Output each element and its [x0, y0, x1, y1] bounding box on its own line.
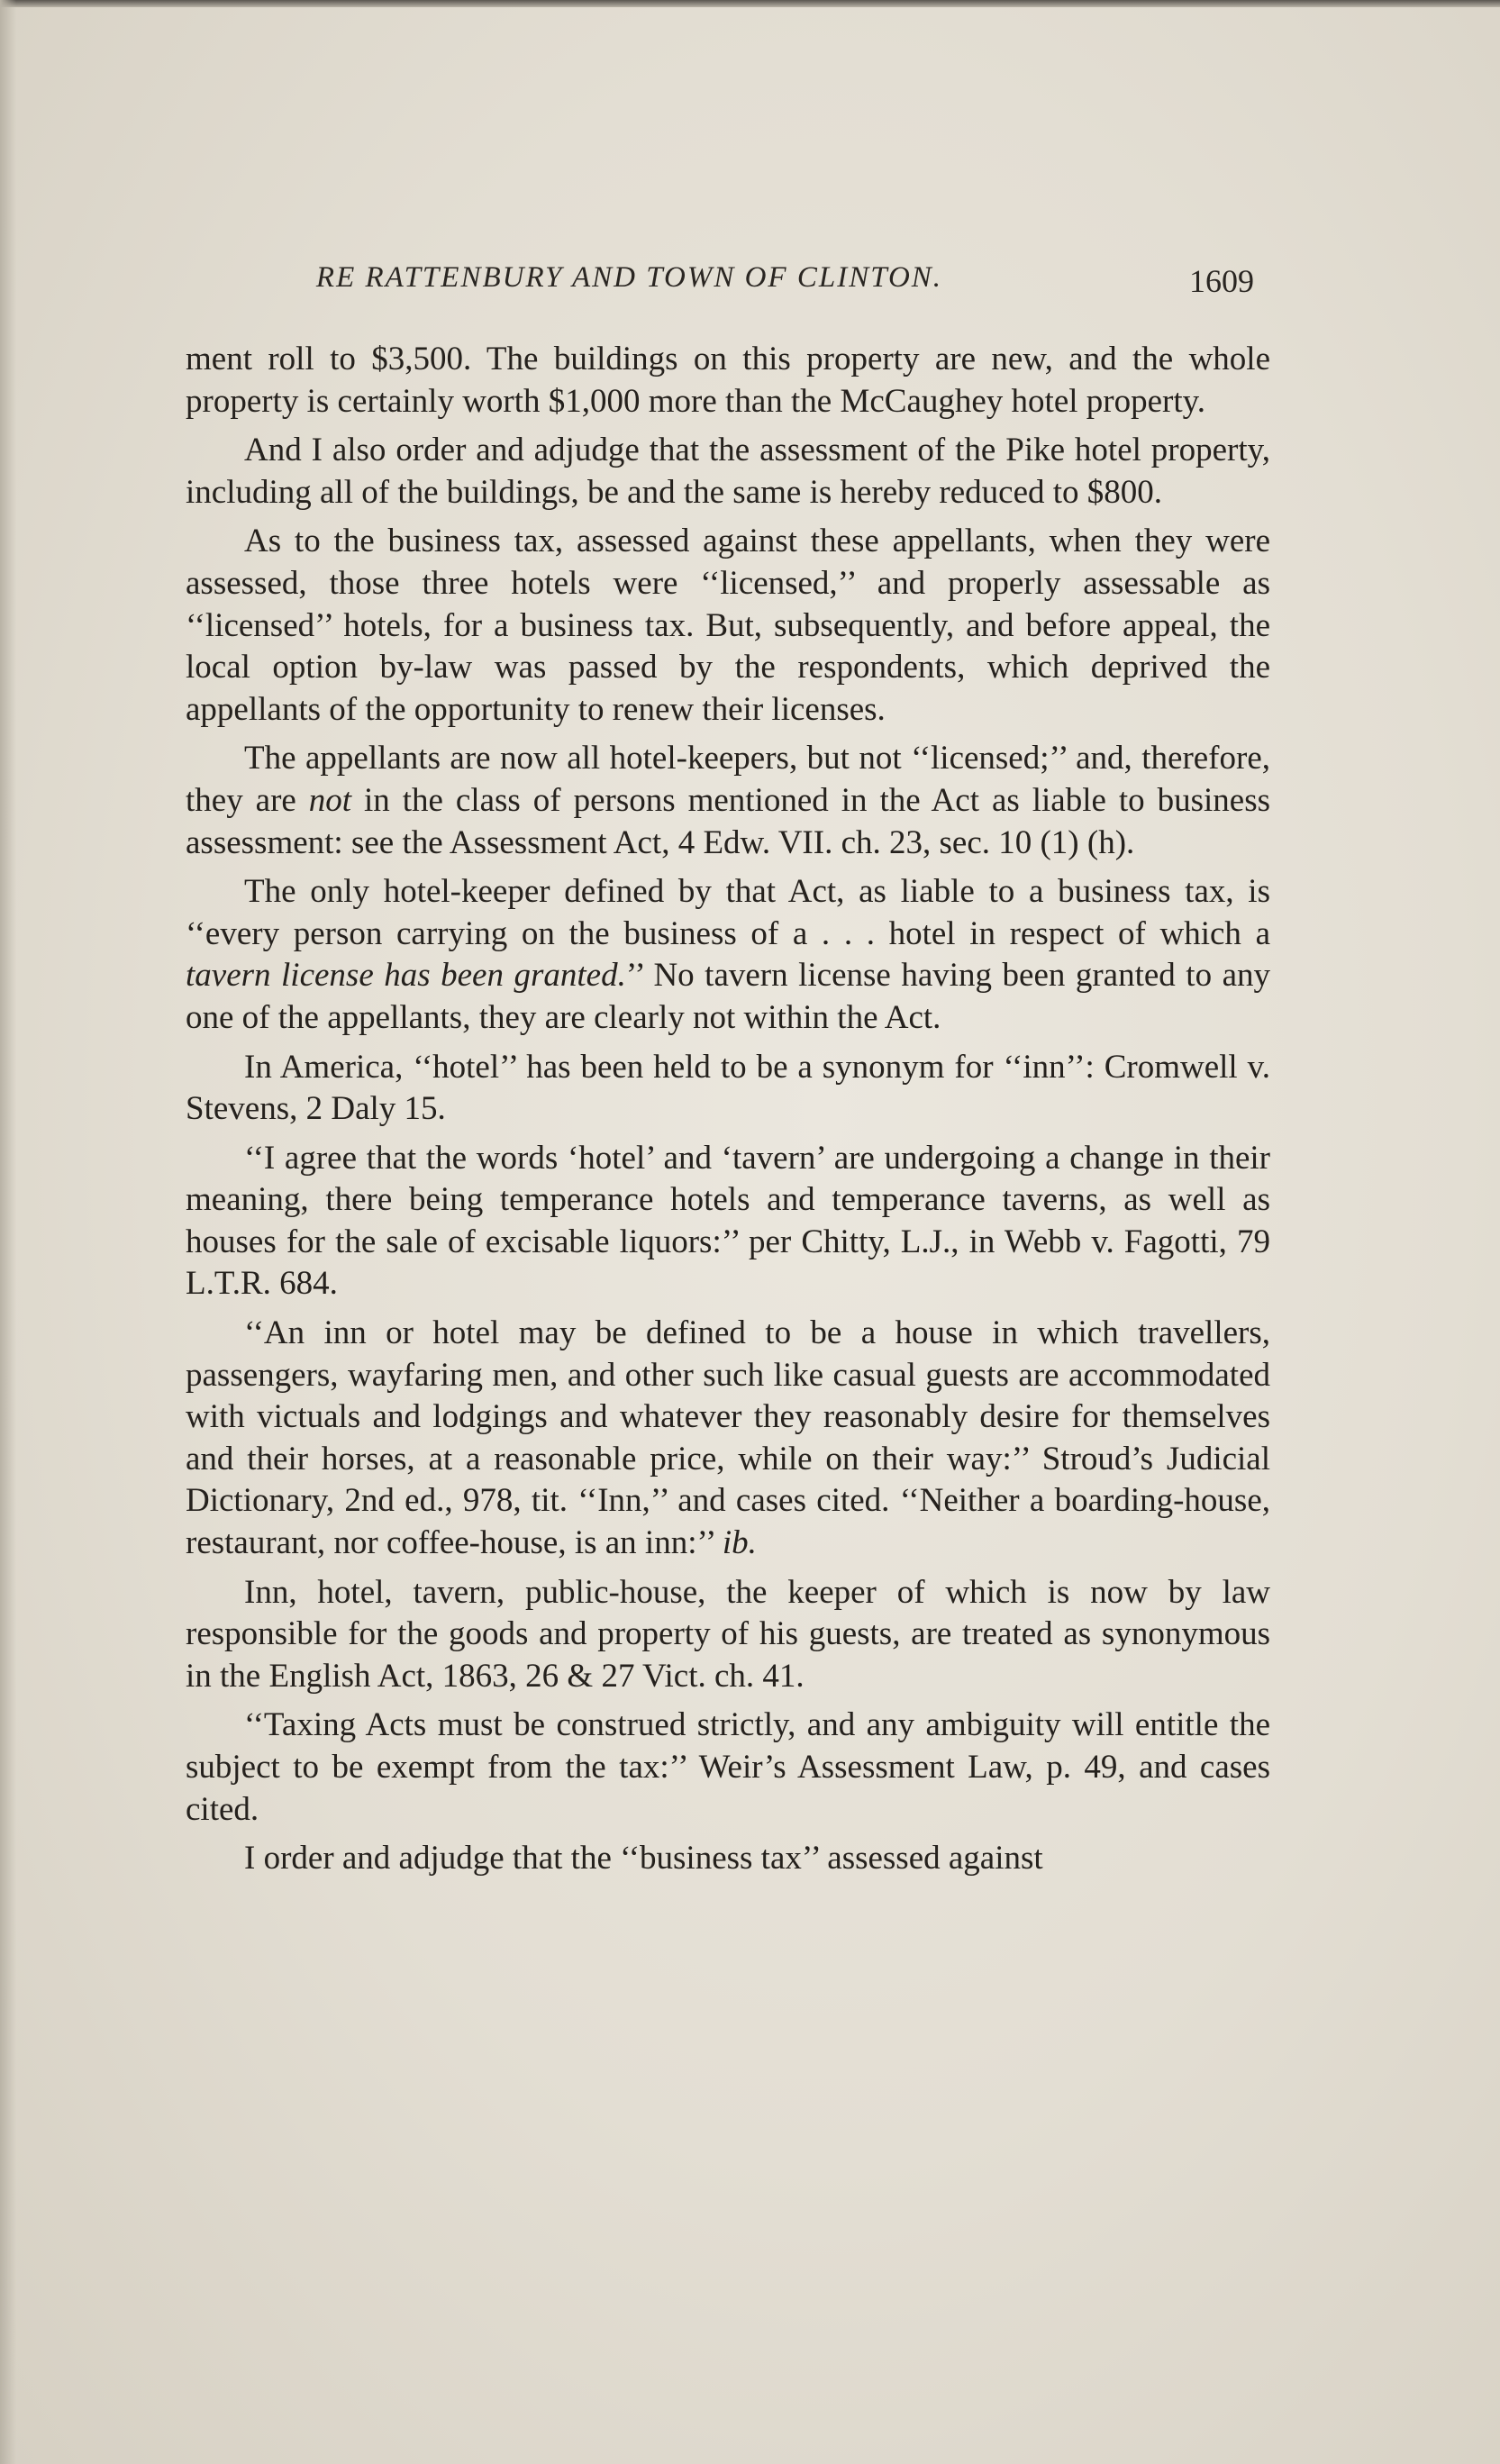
paragraph — [186, 1705, 1270, 1831]
text-run: I order and adjudge that the ‘‘business tax’’ assessed against — [244, 1840, 1043, 1878]
text-run: ‘‘I agree that the words ‘hotel’ and ‘tavern’ are undergoing a change in their meaning, there being temperance hotels and temperance taverns, as well as houses for the sale of excisable liquors:’’ per Chitty, L.J., in Webb v. Fagotti, 79 L.T.R. 684. — [186, 1139, 1270, 1303]
text-run: The only hotel-keeper defined by that Act, as liable to a business tax, is ‘‘every person carrying on the business of a . . . hotel in respect of which a — [186, 873, 1270, 952]
text-run: And I also order and adjudge that the assessment of the Pike hotel property, including all of the buildings, be and the same is hereby reduced to $800. — [186, 432, 1270, 511]
page-header — [186, 254, 1267, 299]
italic-run: not — [308, 781, 352, 819]
text-run: in the class of persons mentioned in the Act as liable to business assessment: see the Assessment Act, 4 Edw. VII. ch. 23, sec. 10 (1) (h). — [186, 781, 1270, 861]
text-run: ‘‘Taxing Acts must be construed strictly, and any ambiguity will entitle the subject to be exempt from the tax:’’ Weir’s Assessment Law, p. 49, and cases cited. — [186, 1706, 1270, 1828]
paragraph — [186, 339, 1270, 423]
text-run: ment roll to $3,500. The buildings on this property are new, and the whole property is certainly worth $1,000 more than the McCaughey hotel property. — [186, 341, 1270, 420]
paragraph — [186, 738, 1270, 864]
body-text — [186, 339, 1270, 1887]
page-left-edge — [0, 0, 16, 2464]
paragraph — [186, 1838, 1270, 1880]
text-run: The appellants are now all hotel-keepers, but not ‘‘licensed;’’ and, therefore, they are — [186, 740, 1270, 819]
paragraph — [186, 871, 1270, 1039]
paragraph — [186, 521, 1270, 731]
page-top-edge — [0, 0, 1500, 7]
paragraph — [186, 1313, 1270, 1565]
text-run: ’’ No tavern license having been granted to any one of the appellants, they are clearly not within the Act. — [186, 957, 1270, 1036]
paragraph — [186, 1138, 1270, 1305]
paragraph — [186, 1047, 1270, 1131]
italic-run: tavern license has been granted. — [186, 957, 626, 995]
text-run: ‘‘An inn or hotel may be defined to be a house in which travellers, passengers, wayfaring men, and other such like casual guests are accommodated with victuals and lodgings and whatever they reasonably desire for themselves and their horses, at a reasonable price, while on their way:’’ Stroud’s Judicial Dictionary, 2nd ed., 978, tit. ‘‘Inn,’’ and cases cited. ‘‘Neither a boarding-house, restaurant, nor coffee-house, is an inn:’’ — [186, 1314, 1270, 1562]
page-number: 1609 — [1189, 263, 1254, 299]
paragraph — [186, 1572, 1270, 1698]
text-run: In America, ‘‘hotel’’ has been held to be a synonym for ‘‘inn’’: Cromwell v. Stevens, 2 Daly 15. — [186, 1048, 1270, 1128]
italic-run: ib. — [722, 1524, 757, 1562]
running-head: RE RATTENBURY AND TOWN OF CLINTON. — [315, 261, 943, 294]
text-run: Inn, hotel, tavern, public-house, the keeper of which is now by law responsible for the goods and property of his guests, are treated as synonymous in the English Act, 1863, 26 & 27 Vict. ch. 41. — [186, 1573, 1270, 1695]
text-run: As to the business tax, assessed against these appellants, when they were assessed, those three hotels were ‘‘licensed,’’ and properly assessable as ‘‘licensed’’ hotels, for a business tax. But, subsequently, and before appeal, the local option by-law was passed by the respondents, which deprived the appellants of the opportunity to renew their licenses. — [186, 523, 1270, 728]
paragraph — [186, 430, 1270, 514]
